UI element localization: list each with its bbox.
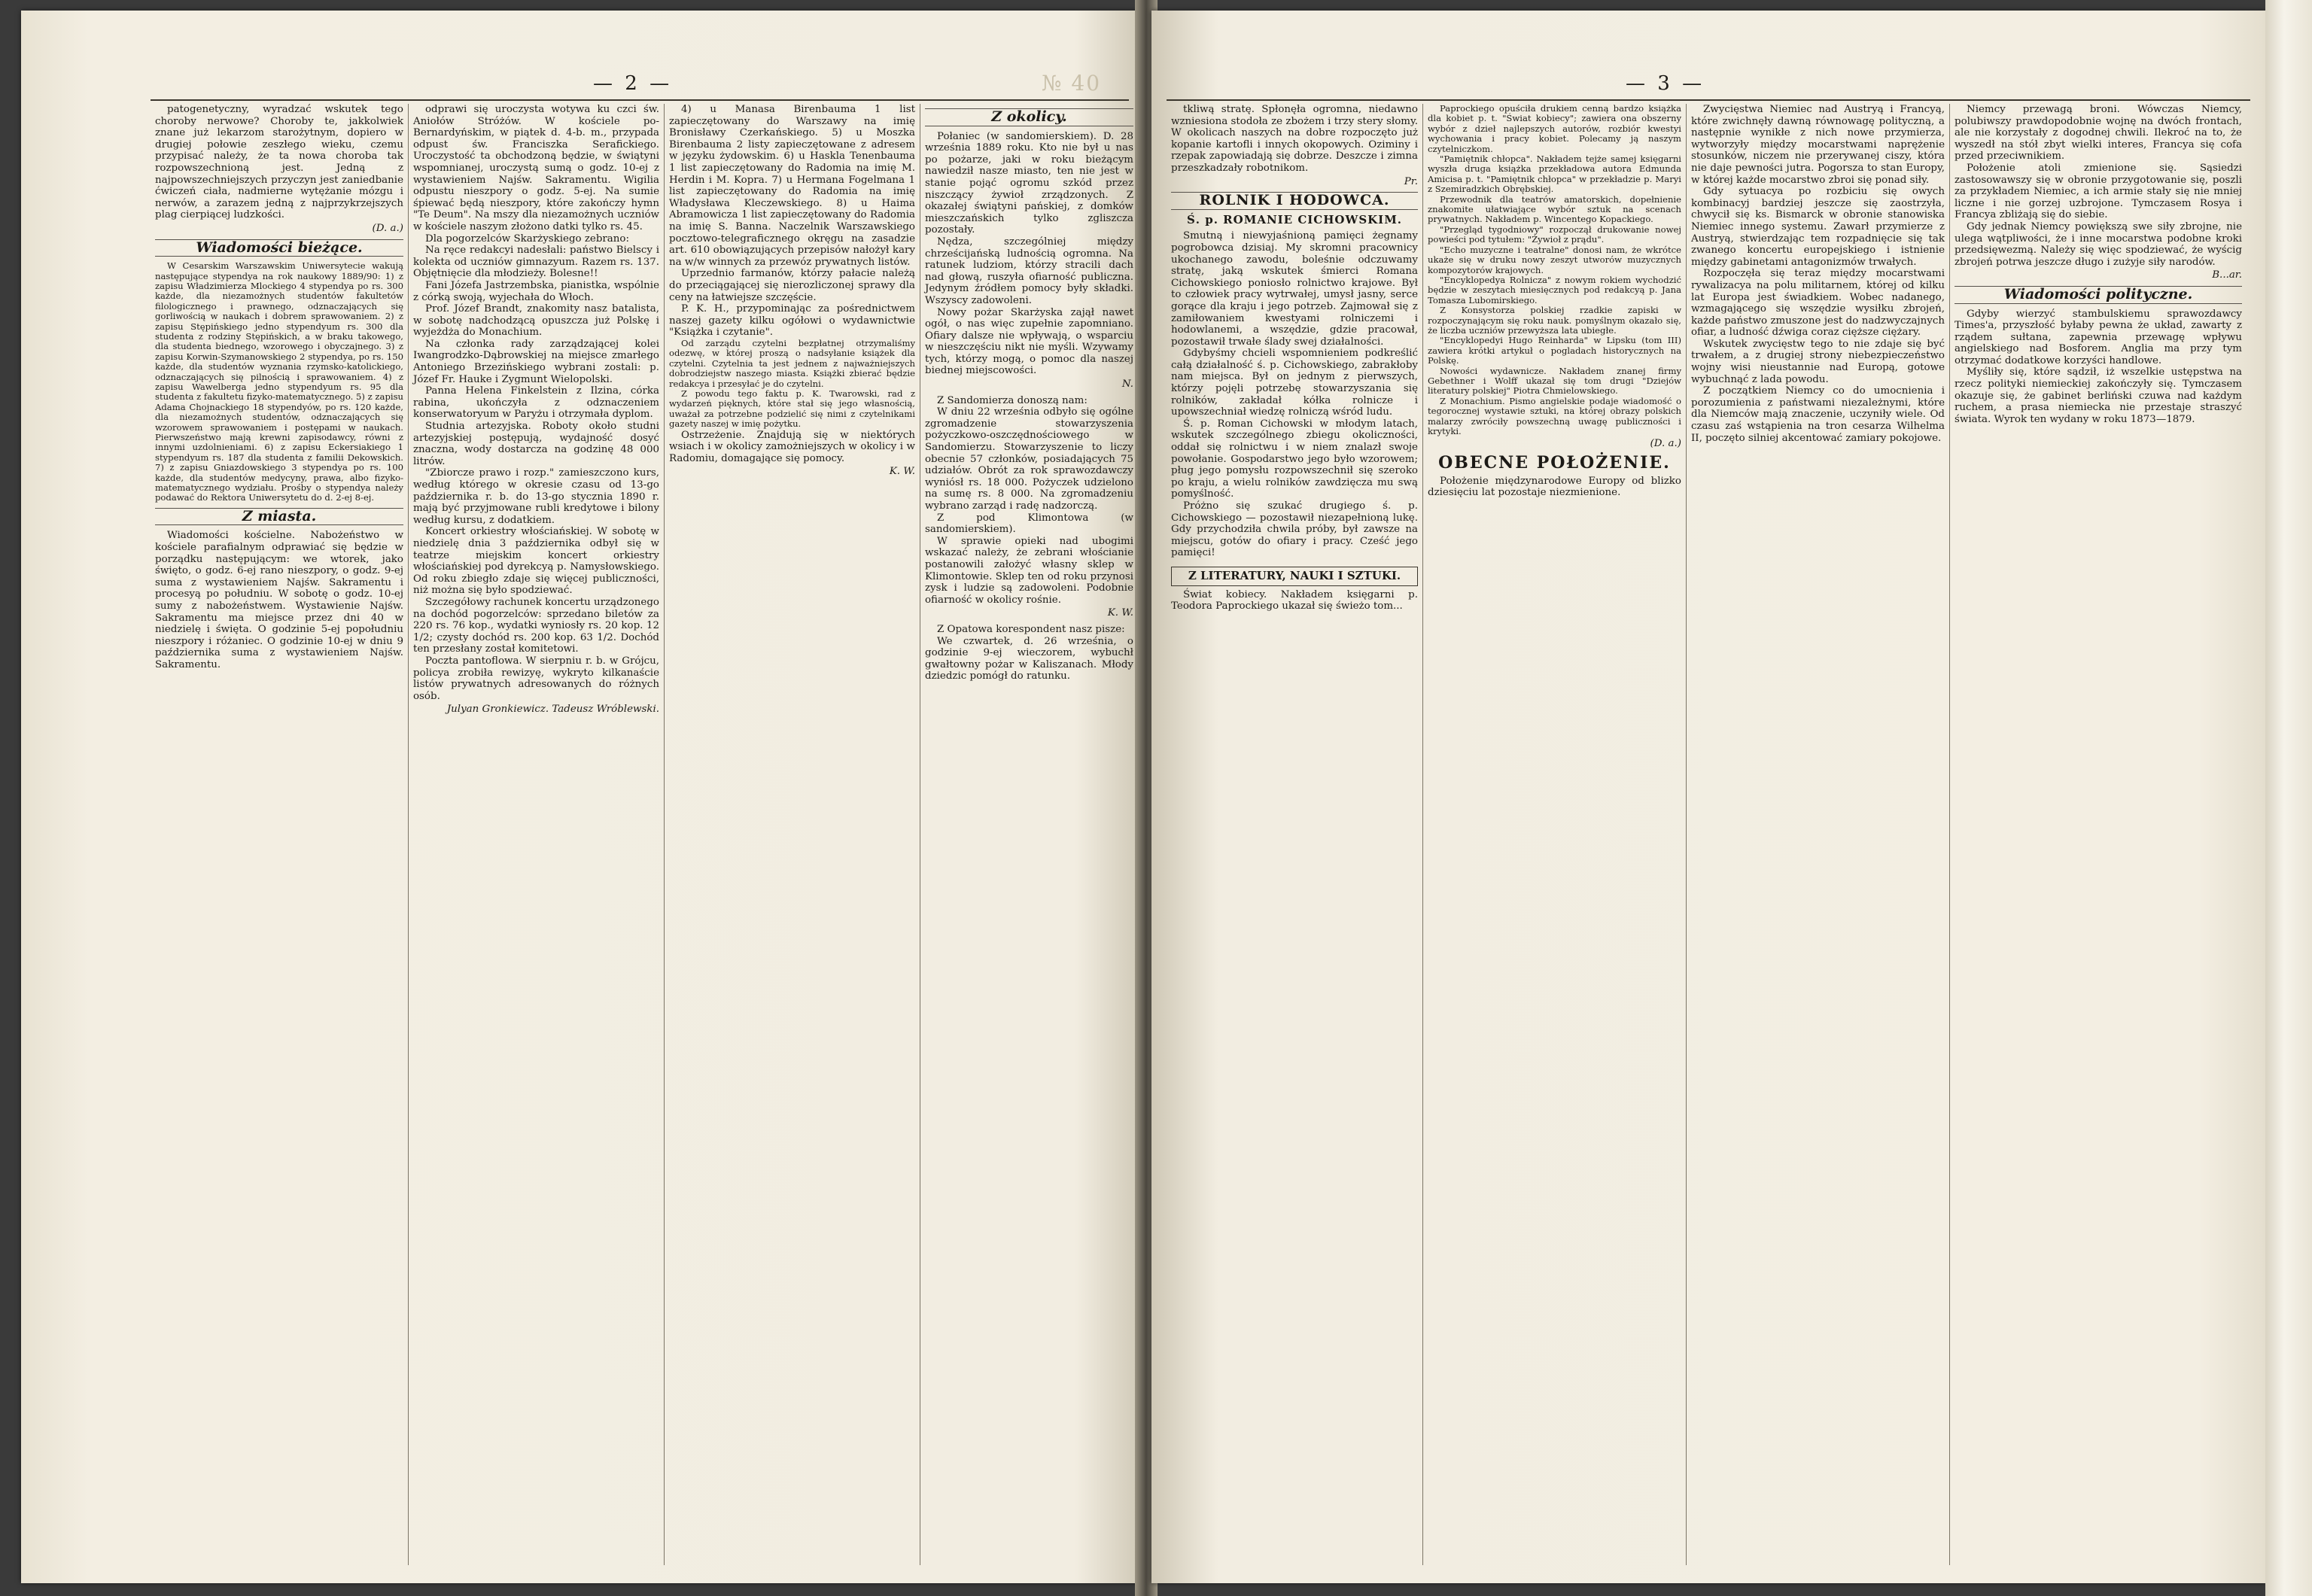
article-text: Niemcy przewagą broni. Wówczas Niemcy, polubiwszy prawdopodobnie wojnę na dwóch frontach, ale nie korzystały z dogodnej chwili. Ilekroć na to, że wyszedł na stół zbyt wielki interes, Francya się cofa przed przeciwnikiem.	[1955, 104, 2242, 163]
article-text: tkliwą stratę. Spłonęła ogromna, niedawno wzniesiona stodoła ze zbożem i trzy stery słomy. W okolicach naszych na dobre rozpoczęto już kopanie kartofli i innych okopowych. Oziminy i rzepak zapowiadają się dobrze. Deszcze i zimna przeszkadzały robotnikom.	[1171, 104, 1418, 174]
article-text: 4) u Manasa Birenbauma 1 list zapieczętowany do Warszawy na imię Bronisławy Czerkańskiego. 5) u Moszka Birenbauma 2 listy zapieczętowane z adresem w języku żydowskim. 6) u Haskla Tenenbauma 1 list zapieczętowany do Radomia na imię M. Herdin i M. Kopra. 7) u Hermana Fogelmana 1 list zapieczętowany do Radomia na imię Władysława Kleczewskiego. 8) u Haima Abramowicza 1 list zapieczętowany do Radomia na imię S. Banna. Naczelnik Warszawskiego pocztowo-telegraficznego okręgu na zasadzie art. 610 obowiązujących przepisów nałożył kary na w/w winnych za przewóz prywatnych listów.	[669, 104, 915, 268]
signature: Julyan Gronkiewicz. Tadeusz Wróblewski.	[446, 704, 659, 716]
article-text: Nowy pożar Skarżyska zajął nawet ogół, o nas więc zupełnie zapomniano. Ofiary dalsze nie wpływają, o wsparciu w nieszczęściu nikt nie myśli. Wzywamy tych, którzy mogą, o pomoc dla naszej biednej miejscowości.	[925, 306, 1133, 377]
left-column-3	[664, 104, 920, 1565]
article-text: Gdy sytuacya po rozbiciu się owych kombinacyj bardziej jeszcze się zaostrzyła, chwycił się ks. Bismarck w obronie stanowiska Niemiec innego systemu. Zawarł przymierze z Austryą, stwierdzając tem rozpadnięcie się tak zwanego koncertu europejskiego i istnienie między gabinetami antagonizmów trwałych.	[1691, 186, 1945, 268]
article-text: W dniu 22 września odbyło się ogólne zgromadzenie stowarzyszenia pożyczkowo-oszczędnościowego w Sandomierzu. Stowarzyszenie to liczy obecnie 57 członków, posiadających 75 udziałów. Obrót za rok sprawozdawczy wyniósł rs. 18 000. Pożyczek udzielono na sumę rs. 8 000. Na zgromadzeniu wybrano zarząd i radę nadzorczą.	[925, 406, 1133, 512]
signature: K. W.	[1107, 607, 1133, 619]
news-item: Z Monachium. Pismo angielskie podaje wiadomość o tegorocznej wystawie sztuki, na której obrazy polskich malarzy zwróciły powszechną uwagę publiczności i krytyki.	[1428, 395, 1681, 436]
signature: Pr.	[1404, 175, 1418, 187]
article-text: Wiadomości kościelne. Nabożeństwo w kościele parafialnym odprawiać się będzie w porządku następującym: we wtorek, jako święto, o godz. 6-ej rano nieszpory, o godz. 9-ej suma z wystawieniem Najśw. Sakramentu i procesyą po południu. W sobotę o godz. 10-ej sumy z nabożeństwem. Wystawienie Najśw. Sakramentu ma miejsce przez dni 40 w niedzielę i święta. O godzinie 5-ej popołudniu nieszpory i różaniec. O godzinie 10-ej w dniu 9 października suma z wystawieniem Najśw. Sakramentu.	[155, 530, 403, 670]
section-heading-farming: ROLNIK I HODOWCA.	[1171, 192, 1418, 210]
page-number-right: — 3 —	[1626, 72, 1705, 95]
article-text: Nędza, szczególniej między chrześcijańską ludnością ogromna. Na ratunek ludziom, którzy stracili dach nad głową, ruszyła ofiarność publiczna. Jedynym źródłem pomocy były składki. Wszyscy zadowoleni.	[925, 236, 1133, 306]
news-item: Poczta pantoflowa. W sierpniu r. b. w Grójcu, policya zrobiła rewizyę, wykryto kilkanaście listów prywatnych adresowanych do różnych osób.	[413, 655, 659, 702]
left-column-1	[151, 104, 408, 1565]
section-heading-current-news: Wiadomości bieżące.	[155, 239, 403, 257]
news-item: "Echo muzyczne i teatralne" donosi nam, że wkrótce ukaże się w druku nowy zeszyt utworów muzycznych kompozytorów krajowych.	[1428, 244, 1681, 275]
article-text: Próżno się szukać drugiego ś. p. Cichowskiego — pozostawił niezapełnioną lukę. Gdy przychodziła chwila próby, był zawsze na miejscu, gotów do ofiary i pracy. Cześć jego pamięci!	[1171, 500, 1418, 559]
news-item: Z Sandomierza donoszą nam:	[937, 394, 1088, 406]
article-text: Świat kobiecy. Nakładem księgarni p. Teodora Paprockiego ukazał się świeżo tom...	[1171, 588, 1418, 613]
article-text: Myśliły się, które sądził, iż wszelkie ustępstwa na rzecz polityki niemieckiej zakończyły się. Tymczasem okazuje się, że gabinet berliński czuwa nad każdym ruchem, a prasa niemiecka nie przestaje straszyć świata. Wyrok ten wydany w roku 1873—1879.	[1955, 366, 2242, 425]
article-text: Gdybyśmy chcieli wspomnieniem podkreślić całą działalność ś. p. Cichowskiego, zabrakłoby nam miejsca. Był on jednym z pierwszych, którzy pojęli potrzebę stowarzyszania się rolników, zakładał kółka rolnicze i upowszechniał wiedzę rolniczą wśród ludu.	[1171, 348, 1418, 418]
news-item: P. K. H., przypominając za pośrednictwem naszej gazety kilku ogółowi o wydawnictwie "Książka i czytanie".	[669, 303, 915, 339]
left-column-2	[408, 104, 664, 1565]
section-heading-political-news: Wiadomości polityczne.	[1955, 286, 2242, 304]
page-number-left: — 2 —	[593, 72, 673, 95]
news-item: "Encyklopedyi Hugo Reinharda" w Lipsku (tom III) zawiera krótki artykuł o pogladach historycznych na Polskę.	[1428, 335, 1681, 366]
article-text: Z powodu tego faktu p. K. Twarowski, rad z wydarzeń pięknych, które stał się jego własnością, uważał za potrzebne podzielić się nimi z czytelnikami gazety naszej w imię pożytku.	[669, 388, 915, 430]
news-item: Uprzednio farmanów, którzy pałacie należą do przeciągającej się nierozliczonej sprawy dla ceny na łatwiejsze szczęście.	[669, 268, 915, 303]
library-stamp: № 40	[1042, 71, 1102, 96]
right-column-3	[1686, 104, 1949, 1565]
signature: (D. a.)	[1650, 438, 1681, 450]
news-item: Koncert orkiestry włościańskiej. W sobotę w niedzielę dnia 3 października odbył się w teatrze miejskim koncert orkiestry włościańskiej pod dyrekcyą p. Namysłowskiego. Od roku zbiegło zdaje się więcej publiczności, niż można się było spodziewać.	[413, 526, 659, 597]
news-item: "Pamiętnik chłopca". Nakładem tejże samej księgarni wyszła druga książka przekładowa autora Edmunda Amicisa p. t. "Pamiętnik chłopca" w przekładzie p. Maryi z Szemiradzkich Obrębskiej.	[1428, 154, 1681, 195]
article-text: W sprawie opieki nad ubogimi wskazać należy, że zebrani włościanie postanowili założyć własny sklep w Klimontowie. Sklep ten od roku przynosi zysk i ludzie są zadowoleni. Podobnie ofiarność w okolicy rośnie.	[925, 535, 1133, 606]
article-text: Gdy jednak Niemcy powiększą swe siły zbrojne, nie ulega wątpliwości, że i inne mocarstwa podobne kroki przedsięwezmą. Należy się więc spodziewać, że wyścig zbrojeń potrwa jeszcze długo i zużyje siły narodów.	[1955, 220, 2242, 268]
news-item: Szczegółowy rachunek koncertu urządzonego na dochód pogorzelców: sprzedano biletów za 220 rs. 76 kop., wydatki wyniosły rs. 20 kop. 12 1/2; czysty dochód rs. 200 kop. 63 1/2. Dochód ten przesłany został komitetowi.	[413, 596, 659, 655]
article-text: Gdyby wierzyć stambulskiemu sprawozdawcy Times'a, przyszłość byłaby pewna że układ, zawarty z rządem sułtana, zapewnia przewagę wpływu angielskiego nad Bosforem. Anglia ma przy tym otrzymać dodatkowe korzyści handlowe.	[1955, 308, 2242, 366]
article-text: Smutną i niewyjaśnioną pamięci żegnamy pogrobowca dzisiaj. My skromni pracownicy ukochanego zawodu, boleśnie odczuwamy stratę, jaką wskutek śmierci Romana Cichowskiego poniosło rolnictwo krajowe. Był to człowiek pracy wytrwałej, umysł jasny, serce gorące dla kraju i jego potrzeb. Zajmował się z zamiłowaniem kwestyami rolniczemi i hodowlanemi, a wszędzie, gdzie pracował, pozostawił trwałe ślady swej działalności.	[1171, 230, 1418, 348]
article-text: Ś. p. Roman Cichowski w młodym latach, wskutek szczególnego zbiegu okoliczności, oddał się rolnictwu i w niem znalazł swoje powołanie. Gospodarstwo jego było wzorowem; pług jego pomysłu rozpowszechnił się szeroko po kraju, a wielu rolników zawdzięcza mu swą pomyślność.	[1171, 418, 1418, 500]
signature: (D. a.)	[372, 222, 403, 234]
section-heading-region: Z okolicy.	[925, 108, 1133, 126]
news-item: Na członka rady zarządzającej kolei Iwangrodzko-Dąbrowskiej na miejsce zmarłego Antoniego Brzezińskiego wybrani zostali: p. Józef Fr. Hauke i Zygmunt Wielopolski.	[413, 338, 659, 385]
right-column-4	[1949, 104, 2247, 1565]
article-text: Rozpoczęła się teraz między mocarstwami rywalizacya na polu militarnem, której od kilku lat Europa jest świadkiem. Wobec nadanego, wzmagającego się wszędzie wysiłku zbrojeń, każde państwo zmuszone jest do nadzwyczajnych ofiar, a ludność dźwiga coraz cięższe ciężary.	[1691, 268, 1945, 339]
left-page	[21, 11, 1142, 1583]
section-heading-literature: Z LITERATURY, NAUKI I SZTUKI.	[1171, 567, 1418, 586]
signature: K. W.	[889, 466, 915, 478]
article-text: Wskutek zwycięstw tego to nie zdaje się być trwałem, a z drugiej strony niebezpieczeństwo wojny wisi nieustannie nad Europą, gotowe wybuchnąć z lada powodu.	[1691, 338, 1945, 385]
article-text: W Cesarskim Warszawskim Uniwersytecie wakują następujące stypendya na rok naukowy 1889/90: 1) z zapisu Władzimierza Mlockiego 4 stypendya po rs. 300 każde, dla niezamożnych studentów fakultetów filologicznego i prawnego, odznaczających się gorliwością w naukach i dobrem sprawowaniem. 2) z zapisu Stępińskiego jedno stypendyum rs. 300 dla studenta z rodziny Stępińskich, a w braku takowego, dla studenta biednego, wzorowego i obyczajnego. 3) z zapisu Korwin-Szymanowskiego 2 stypendya, po rs. 150 każde, dla studentów wyznania rzymsko-katolickiego, odznaczających się pilnością i sprawowaniem. 4) z zapisu Wawelberga jedno stypendyum rs. 95 dla studenta z fakultetu fizyko-matematycznego. 5) z zapisu Adama Chojnackiego 18 stypendyów, po rs. 120 każde, dla niezamożnych studentów, odznaczających się wzorowem sprawowaniem i postępami w naukach. Pierwszeństwo mają krewni zapisodawcy, równi z innymi uzdolnieniami. 6) z zapisu Eckersiakiego 1 stypendyum rs. 187 dla studenta z familii Dekowskich. 7) z zapisu Gniazdowskiego 3 stypendya po rs. 100 każde, dla studentów medycyny, prawa, albo fizyko-matematycznego wydziału. Prośby o stypendya należy podawać do Rektora Uniwersytetu do d. 2-ej 8-ej.	[155, 260, 403, 503]
signature: N.	[1121, 378, 1133, 391]
signature: B...ar.	[2212, 269, 2242, 281]
news-item: "Zbiorcze prawo i rozp." zamieszczono kurs, według którego w okresie czasu od 13-go października r. b. do 13-go stycznia 1890 r. mają być przyjmowane rubli kredytowe i bilony według kursu, z dodatkiem.	[413, 467, 659, 526]
news-item: Przewodnik dla teatrów amatorskich, dopełnienie znakomite ułatwiające wybór sztuk na scenach prywatnych. Nakładem p. Wincentego Kopackiego.	[1428, 193, 1681, 225]
article-title-current-situation: OBECNE POŁOŻENIE.	[1438, 453, 1671, 473]
article-text: odprawi się uroczysta wotywa ku czci św. Aniołów Stróżów. W kościele po-Bernardyńskim, w piątek d. 4-b. m., przypada odpust św. Franciszka Serafickiego. Uroczystość ta obchodzoną będzie, w świątyni wspomnianej, uroczystą sumą o godz. 10-ej z wystawieniem Najśw. Sakramentu. Wigilia odpustu nieszpory o godz. 5-ej. Na sumie śpiewać będą nieszpory, które zakończy hymn "Te Deum". Na mszy dla niezamożnych uczniów w kościele naszym złożono datki tylko rs. 45.	[413, 104, 659, 233]
news-item: "Przegląd tygodniowy" rozpoczął drukowanie nowej powieści pod tytułem: "Żywioł z prądu".	[1428, 223, 1681, 245]
news-item: "Encyklopedya Rolnicza" z nowym rokiem wychodzić będzie w zeszytach miesięcznych pod redakcyą p. Jana Tomasza Lubomirskiego.	[1428, 274, 1681, 306]
article-text: Położenie atoli zmienione się. Sąsiedzi zastosowawszy się w obronie przygotowanie się, poszli za przykładem Niemiec, a ich armie stały się nie mniej liczne i nie gorzej uzbrojone. Tymczasem Rosya i Francya zbliżają się do siebie.	[1955, 162, 2242, 221]
right-column-1	[1167, 104, 1422, 1565]
news-item: Z Opatowa korespondent nasz pisze:	[937, 623, 1125, 635]
news-item: Dla pogorzelców Skarżyskiego zebrano:	[425, 233, 629, 245]
right-page	[1151, 11, 2265, 1583]
top-rule-left	[151, 99, 1129, 101]
news-item: Prof. Józef Brandt, znakomity nasz batalista, w sobotę nadchodzącą opuszcza już Polskę i wyjeżdża do Monachium.	[413, 303, 659, 339]
article-text: Z początkiem Niemcy co do umocnienia i porozumienia z państwami niezależnymi, które dla Niemców mają znaczenie, uczyniły wiele. Od czasu zaś wstąpienia na tron cesarza Wilhelma II, poczęto silniej akcentować zamiary pokojowe.	[1691, 385, 1945, 444]
news-item: Studnia artezyjska. Roboty około studni artezyjskiej postępują, wydajność dosyć znaczna, wody dostarcza na godzinę 48 000 litrów.	[413, 421, 659, 467]
left-column-4	[920, 104, 1138, 1565]
news-item: Nowości wydawnicze. Nakładem znanej firmy Gebethner i Wolff ukazał się tom drugi "Dziejów literatury polskiej" Piotra Chmielowskiego.	[1428, 365, 1681, 397]
news-item: Z pod Klimontowa (w sandomierskiem).	[925, 512, 1133, 536]
article-text: We czwartek, d. 26 września, o godzinie 9-ej wieczorem, wybuchł gwałtowny pożar w Kaliszanach. Młody dziedzic pomógł do ratunku.	[925, 635, 1133, 682]
news-item: Z Konsystorza polskiej rzadkie zapiski w rozpoczynającym się roku nauk. pomyślnym okazało się, że liczba uczniów przewyższa lata ubiegłe.	[1428, 305, 1681, 336]
right-column-2	[1422, 104, 1686, 1565]
article-text: Połaniec (w sandomierskiem). D. 28 września 1889 roku. Kto nie był u nas po pożarze, jaki w roku bieżącym nawiedził nasze miasto, ten nie jest w stanie pojąć ogromu szkód przez niszczący żywioł zrządzonych. Z okazałej świątyni pańskiej, z domków mieszczańskich tylko zgliszcza pozostały.	[925, 130, 1133, 236]
article-text: Od zarządu czytelni bezpłatnej otrzymaliśmy odezwę, w której proszą o nadsyłanie książek dla czytelni. Czytelnia ta jest jednem z najważniejszych dobrodziejstw naszego miasta. Książki zbierać będzie redakcya i przesyłać je do czytelni.	[669, 337, 915, 389]
news-item: Na ręce redakcyi nadesłali: państwo Bielscy i kolekta od uczniów gimnazyum. Razem rs. 137. Objętnięcie dla młodzieży. Bolesne!!	[413, 245, 659, 280]
page-edge	[2265, 0, 2312, 1596]
article-text: Zwycięstwa Niemiec nad Austryą i Francyą, które zwichnęły dawną równowagę polityczną, a następnie wynikłe z nich nowe przymierza, wytworzyły między mocarstwami naprężenie stosunków, niczem nie przerywanej ciszy, która nie daje pewności jutra. Pogorsza to stan Europy, w której każde mocarstwo zbroi się ponad siły.	[1691, 104, 1945, 186]
article-text: patogenetyczny, wyradzać wskutek tego choroby nerwowe? Choroby te, jakkolwiek znane już lekarzom starożytnym, dopiero w drugiej połowie zeszłego wieku, czemu przypisać należy, że ta nowa choroba tak rozpowszechnioną jest. Jedną z najpowszechniejszych przyczyn jest zaniedbanie ćwiczeń ciała, nadmierne wytężanie mózgu i nerwów, a zarazem jedną z najprzykrzejszych plag cierpiącej ludzkości.	[155, 104, 403, 221]
top-rule-right	[1167, 99, 2250, 101]
article-text: Paprockiego opuściła drukiem cenną bardzo książka dla kobiet p. t. "Świat kobiecy"; zawiera ona obszerny wybór z dzieł najlepszych autorów, rozbiór kwestyi wychowania i pracy kobiet. Polecamy ją naszym czytelniczkom.	[1428, 104, 1681, 154]
section-heading-city: Z miasta.	[155, 508, 403, 526]
news-item: Fani Józefa Jastrzembska, pianistka, wspólnie z córką swoją, wyjechała do Włoch.	[413, 279, 659, 303]
obituary-title: Ś. p. ROMANIE CICHOWSKIM.	[1186, 212, 1403, 226]
news-item: Ostrzeżenie. Znajdują się w niektórych wsiach i w okolicy zamożniejszych w okolicy i w Radomiu, domagające się pomocy.	[669, 429, 915, 464]
article-text: Położenie międzynarodowe Europy od blizko dziesięciu lat pozostaje niezmienione.	[1428, 475, 1681, 499]
news-item: Panna Helena Finkelstein z Ilzina, córka rabina, ukończyła z odznaczeniem konserwatoryum w Paryżu i otrzymała dyplom.	[413, 385, 659, 421]
